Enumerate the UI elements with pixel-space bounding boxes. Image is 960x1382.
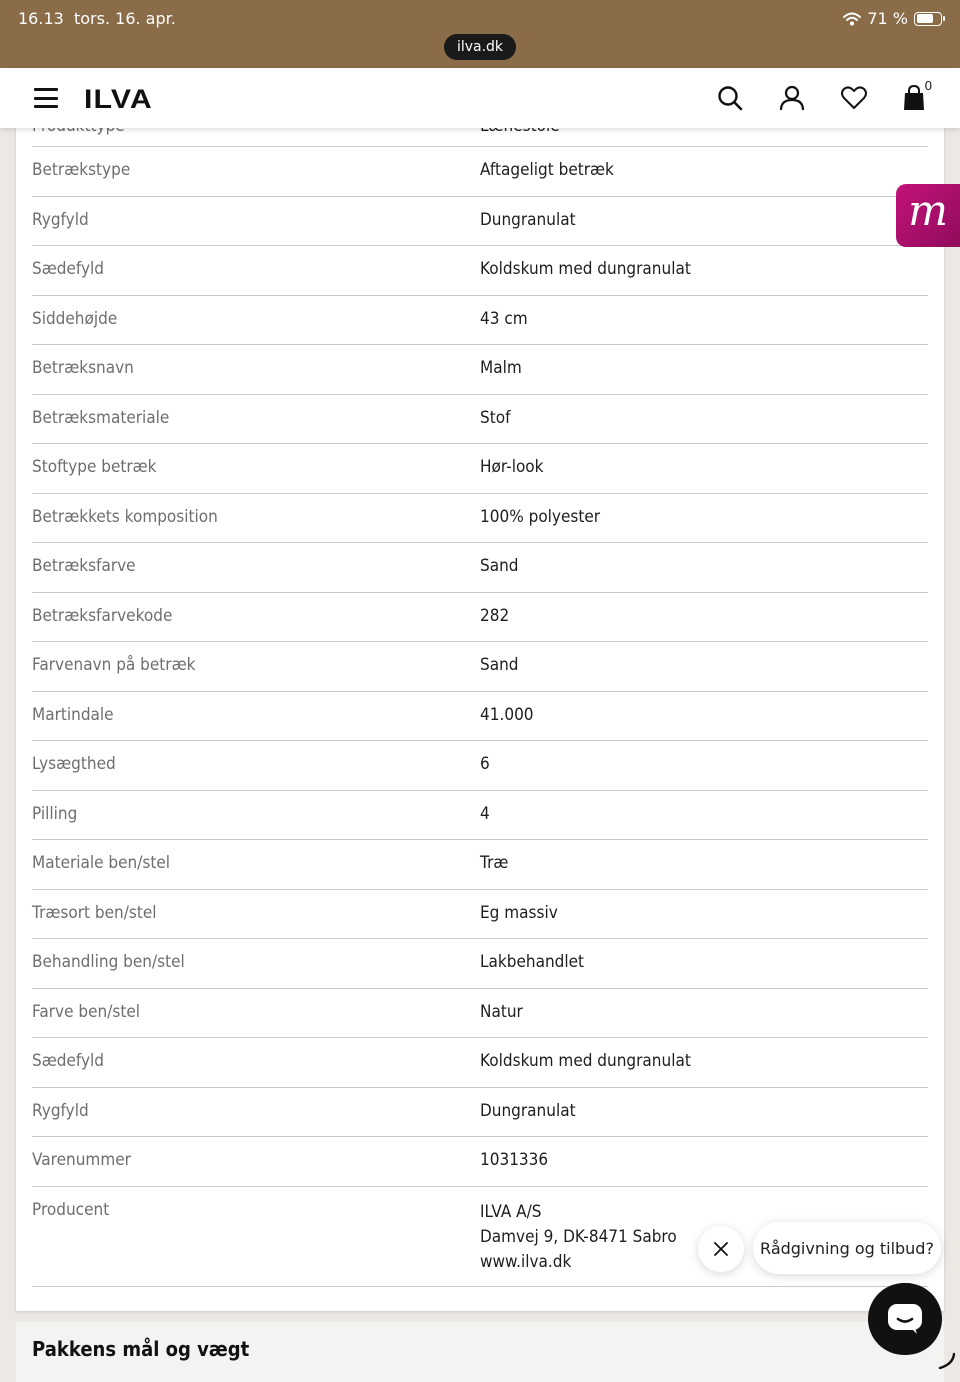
spec-row — [32, 494, 928, 544]
spec-label: Sædefyld — [32, 259, 104, 279]
spec-value: 4 — [480, 803, 490, 824]
package-dimensions-section[interactable] — [16, 1322, 944, 1382]
spec-value: Dungranulat — [480, 1100, 576, 1121]
spec-row — [32, 395, 928, 445]
spec-label: Betrækkets komposition — [32, 506, 218, 527]
spec-value: Træ — [480, 853, 509, 873]
spec-label: Betræksmateriale — [32, 407, 170, 428]
spec-row — [32, 197, 928, 247]
spec-row — [32, 444, 928, 494]
producer-line: Damvej 9, DK-8471 Sabro — [480, 1226, 677, 1247]
wifi-icon — [843, 12, 861, 26]
clock-date: tors. 16. apr. — [73, 9, 176, 28]
battery-icon — [914, 12, 942, 26]
spec-label: Farve ben/stel — [32, 1001, 141, 1022]
close-icon — [714, 1242, 728, 1256]
status-indicators — [843, 9, 942, 28]
spec-row — [32, 989, 928, 1039]
spec-row — [32, 1137, 928, 1187]
battery-level — [917, 14, 933, 23]
spec-row — [32, 147, 928, 197]
spec-value: 41.000 — [480, 704, 534, 725]
spec-value: Lakbehandlet — [480, 952, 585, 972]
spec-label: Pilling — [32, 803, 78, 824]
spec-row — [32, 593, 928, 643]
spec-row — [32, 543, 928, 593]
spec-label: Farvenavn på betræk — [32, 655, 196, 675]
heart-icon[interactable] — [840, 84, 868, 112]
spec-value: Natur — [480, 1001, 523, 1022]
spec-label: Betræksfarvekode — [32, 605, 173, 626]
spec-label: Rygfyld — [32, 1100, 89, 1121]
status-time — [18, 9, 176, 28]
spec-label: Betræksfarve — [32, 556, 136, 576]
spec-value: Eg massiv — [480, 902, 558, 923]
producer-line: ILVA A/S — [480, 1201, 542, 1222]
spec-label: Betrækstype — [32, 160, 131, 180]
spec-label: Varenummer — [32, 1150, 131, 1170]
chat-prompt-bubble[interactable]: Rådgivning og tilbud? — [753, 1222, 941, 1274]
resize-handle-icon — [936, 1350, 956, 1370]
spec-value: Stof — [480, 407, 511, 428]
spec-label: Træsort ben/stel — [32, 902, 157, 923]
spec-value: Aftageligt betræk — [480, 160, 614, 180]
spec-row — [32, 246, 928, 296]
specifications-card — [16, 128, 944, 1311]
spec-label: Producent — [32, 1199, 110, 1220]
spec-value: 6 — [480, 754, 490, 774]
search-icon[interactable] — [716, 84, 744, 112]
spec-value: 43 cm — [480, 308, 528, 329]
m-logo-badge[interactable]: m — [896, 184, 960, 247]
spec-label: Stoftype betræk — [32, 457, 157, 477]
spec-row — [32, 840, 928, 890]
user-icon[interactable] — [778, 84, 806, 112]
spec-row — [32, 692, 928, 742]
spec-value: Dungranulat — [480, 209, 576, 230]
section-title: Pakkens mål og vægt — [32, 1337, 250, 1361]
spec-label: Siddehøjde — [32, 308, 118, 329]
producer-line[interactable]: www.ilva.dk — [480, 1251, 572, 1272]
battery-percent: 71 % — [867, 9, 908, 28]
specifications-table — [32, 128, 928, 1287]
spec-value: Sand — [480, 556, 519, 576]
url-pill[interactable]: ilva.dk — [444, 34, 516, 60]
spec-value: Koldskum med dungranulat — [480, 1051, 691, 1071]
spec-value: Hør-look — [480, 457, 544, 477]
spec-row — [32, 741, 928, 791]
site-logo[interactable]: ILVA — [84, 84, 153, 114]
spec-row — [32, 1088, 928, 1138]
chat-icon — [887, 1303, 923, 1335]
spec-row — [32, 791, 928, 841]
spec-label: Lysægthed — [32, 754, 116, 774]
spec-row — [32, 1038, 928, 1088]
spec-row — [32, 939, 928, 989]
status-bar — [0, 0, 960, 68]
spec-label: Behandling ben/stel — [32, 952, 185, 972]
spec-label: Materiale ben/stel — [32, 853, 171, 873]
spec-value: 1031336 — [480, 1150, 549, 1170]
spec-row — [32, 642, 928, 692]
chat-launcher-button[interactable] — [868, 1283, 942, 1355]
spec-label: Rygfyld — [32, 209, 89, 230]
spec-value: 282 — [480, 605, 510, 626]
spec-row — [32, 345, 928, 395]
producer-address — [480, 1200, 677, 1275]
cart-count: 0 — [924, 78, 932, 93]
spec-value: 100% polyester — [480, 506, 601, 527]
spec-row — [32, 296, 928, 346]
menu-icon[interactable] — [34, 88, 58, 108]
spec-value: Koldskum med dungranulat — [480, 259, 691, 279]
spec-value: Sand — [480, 655, 519, 675]
clock-time: 16.13 — [18, 9, 64, 28]
site-header — [0, 68, 960, 128]
spec-row — [32, 890, 928, 940]
spec-label: Martindale — [32, 704, 114, 725]
spec-label: Betræksnavn — [32, 358, 134, 378]
chat-close-button[interactable] — [698, 1226, 744, 1272]
spec-row-partial — [32, 128, 928, 147]
spec-value: Malm — [480, 358, 522, 378]
spec-label: Sædefyld — [32, 1051, 104, 1071]
